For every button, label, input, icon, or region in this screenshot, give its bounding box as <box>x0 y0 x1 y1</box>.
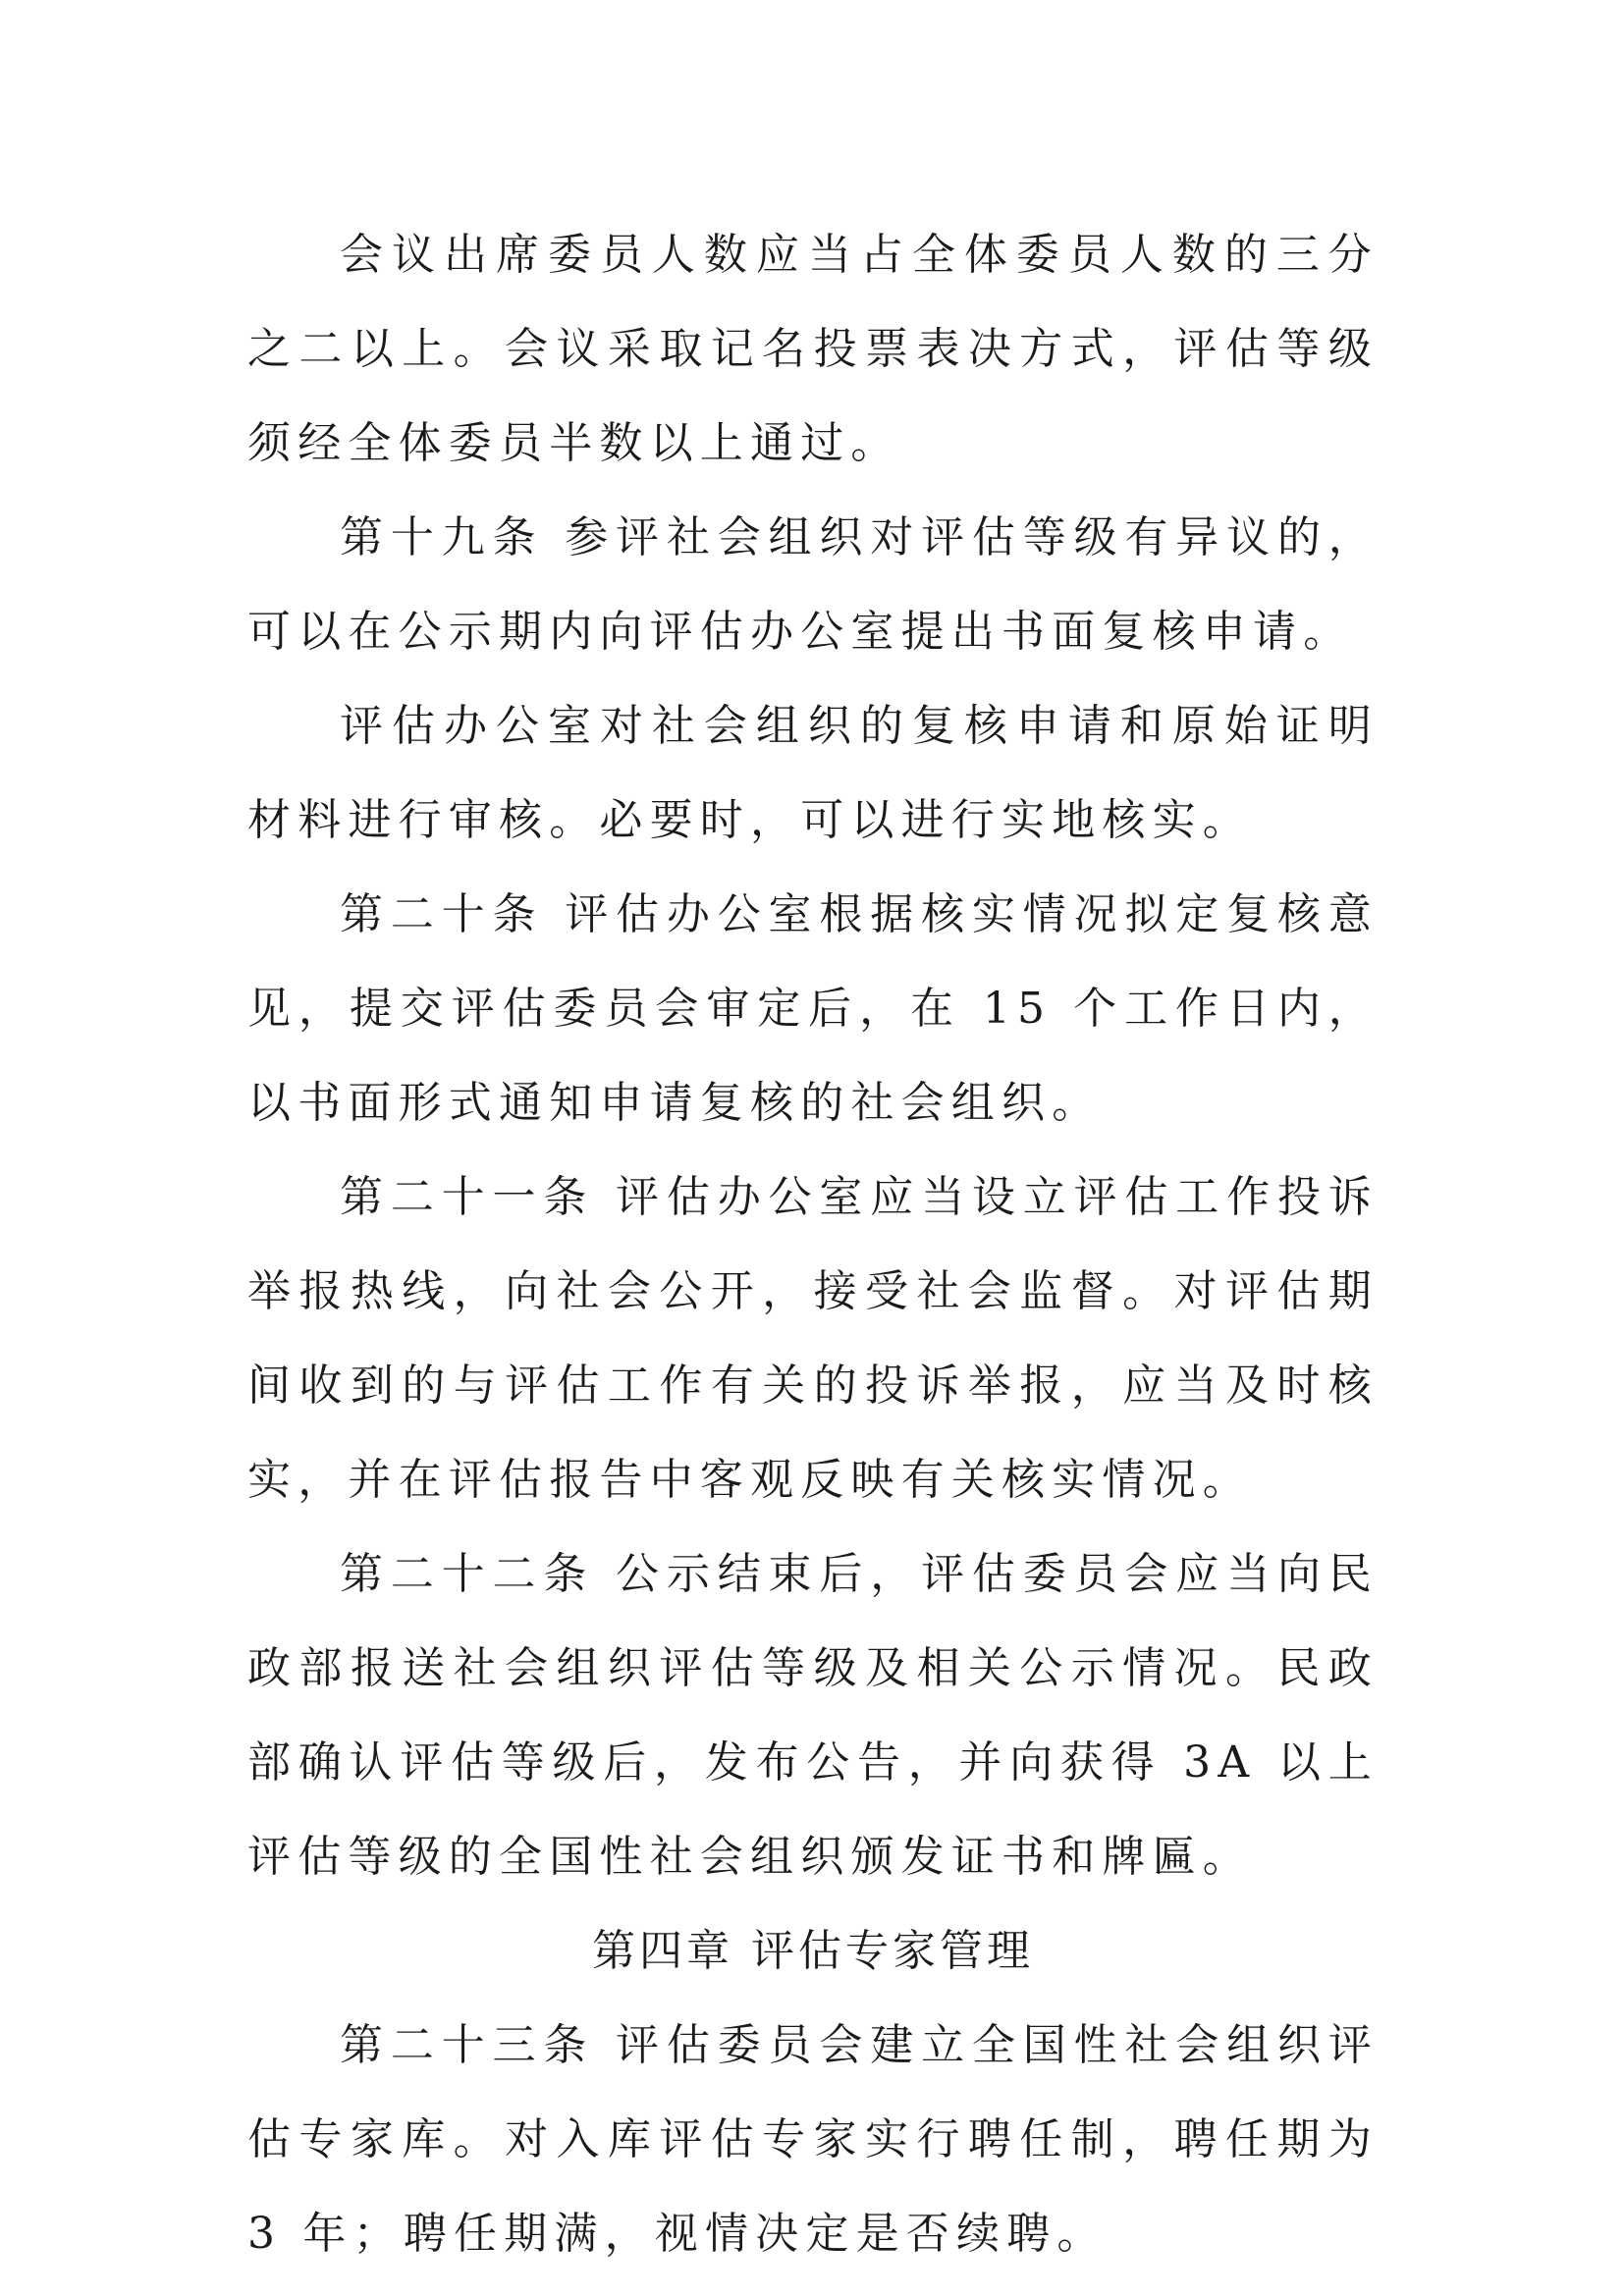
paragraph-article-20: 第二十条 评估办公室根据核实情况拟定复核意见，提交评估委员会审定后，在 15 个工作日内，以书面形式通知申请复核的社会组织。 <box>247 889 1379 1128</box>
paragraph-review-process: 评估办公室对社会组织的复核申请和原始证明材料进行审核。必要时，可以进行实地核实。 <box>247 701 1379 845</box>
paragraph-article-19: 第十九条 参评社会组织对评估等级有异议的，可以在公示期内向评估办公室提出书面复核申请。 <box>247 512 1379 657</box>
paragraph-article-22: 第二十二条 公示结束后，评估委员会应当向民政部报送社会组织评估等级及相关公示情况。民政部确认评估等级后，发布公告，并向获得 3A 以上评估等级的全国性社会组织颁发证书和牌匾。 <box>247 1549 1379 1882</box>
chapter-heading: 第四章 评估专家管理 <box>592 1926 1034 1976</box>
paragraph-article-23: 第二十三条 评估委员会建立全国性社会组织评估专家库。对入库评估专家实行聘任制，聘任期为 3 年；聘任期满，视情决定是否续聘。 <box>247 2020 1379 2259</box>
document-body <box>247 208 1379 2281</box>
paragraph-article-21: 第二十一条 评估办公室应当设立评估工作投诉举报热线，向社会公开，接受社会监督。对评估期间收到的与评估工作有关的投诉举报，应当及时核实，并在评估报告中客观反映有关核实情况。 <box>247 1172 1379 1505</box>
paragraph-meeting-quorum: 会议出席委员人数应当占全体委员人数的三分之二以上。会议采取记名投票表决方式，评估等级须经全体委员半数以上通过。 <box>247 230 1379 468</box>
